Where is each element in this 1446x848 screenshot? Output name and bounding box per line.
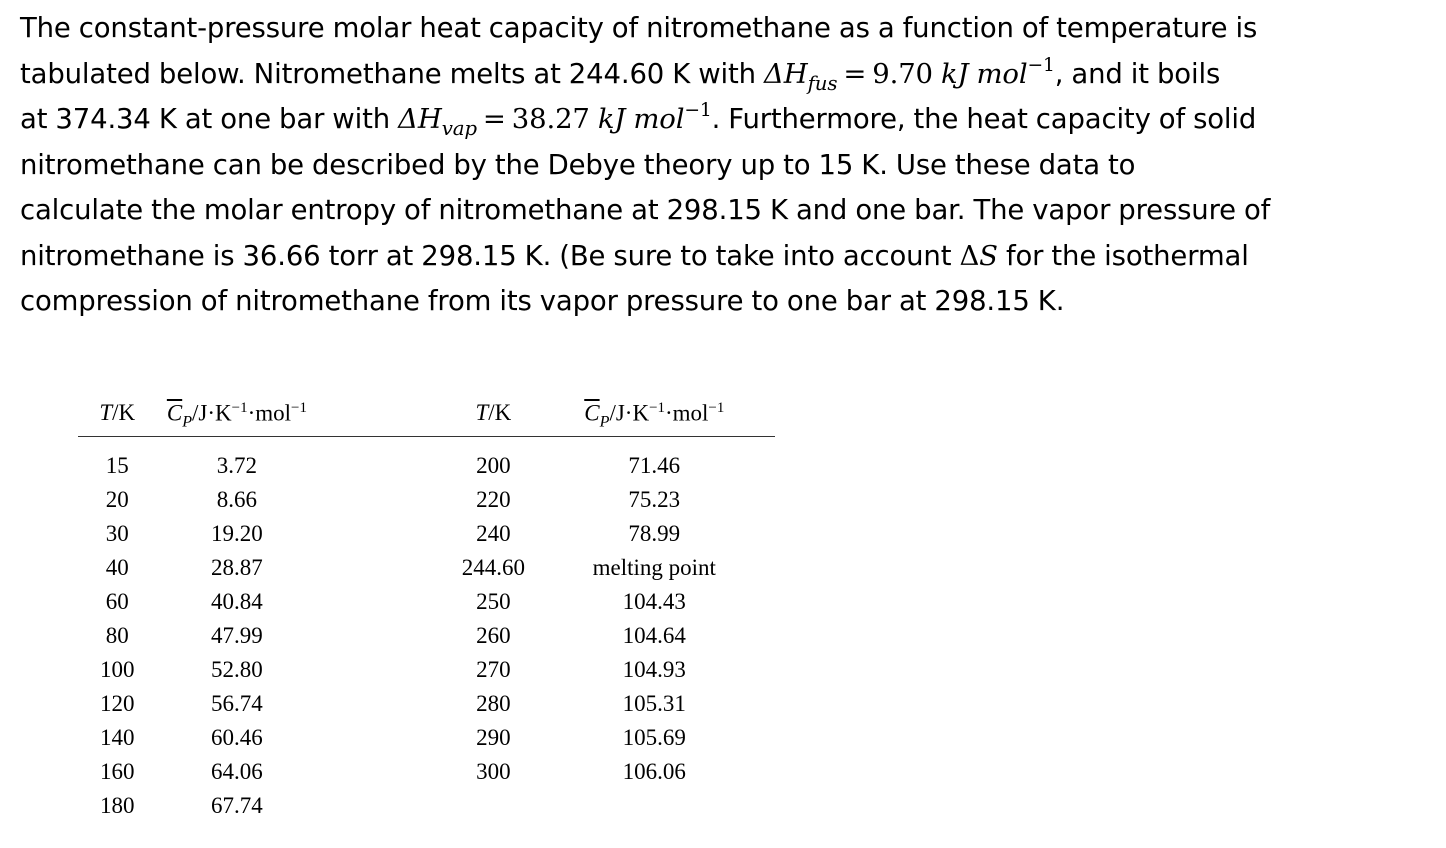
problem-line-7: compression of nitromethane from its vapor pressure to one bar at 298.15 K. [20,285,1065,317]
temperature-cell: 40 [105,555,129,580]
temperature-cell: 100 [99,657,135,682]
header-temperature: T/K [475,400,512,425]
temperature-cell: 180 [99,793,135,818]
temperature-cell: 260 [476,623,511,648]
header-heat-capacity: $\overline{C}_P/J\cdot K^{-1}\cdot mol^{-1}$ [584,400,725,431]
problem-line-1: The constant-pressure molar heat capacity of nitromethane as a function of temperature is [20,12,1258,44]
heat-capacity-table [78,400,778,823]
heat-capacity-cell: 106.06 [622,759,686,784]
table-row [78,789,775,823]
heat-capacity-cell: 78.99 [628,521,681,546]
heat-capacity-cell: 104.43 [622,589,686,614]
heat-capacity-cell: 71.46 [628,453,681,478]
table-row [78,721,775,755]
temperature-cell [453,789,533,823]
problem-text: nitromethane is 36.66 torr at 298.15 K. (Be sure to take into account [20,239,960,272]
table-row [78,517,775,551]
heat-capacity-cell: 3.72 [216,453,258,478]
heat-capacity-cell: 28.87 [211,555,263,580]
header-temperature: T/K [99,400,136,425]
entropy-change-symbol: ΔS [959,239,998,272]
equals-sign: = [482,103,506,135]
enthalpy-vaporization-symbol: $\Delta H_{vap}$ [398,103,477,140]
heat-capacity-cell: 19.20 [211,521,263,546]
temperature-cell: 300 [476,759,511,784]
temperature-cell: 280 [476,691,511,716]
enthalpy-vaporization-value: 38.27 kJ mol$^{-1}$ [511,99,712,135]
heat-capacity-cell: 64.06 [211,759,263,784]
table-row [78,755,775,789]
heat-capacity-cell: 40.84 [211,589,263,614]
equals-sign: = [843,57,867,90]
heat-capacity-cell: 105.69 [622,725,686,750]
header-heat-capacity: $\overline{C}_P/J\cdot K^{-1}\cdot mol^{-1}$ [166,400,307,431]
temperature-cell: 290 [476,725,511,750]
heat-capacity-cell: 47.99 [211,623,263,648]
temperature-cell: 240 [476,521,511,546]
problem-text: , and it boils [1054,57,1221,90]
temperature-cell: 120 [99,691,135,716]
temperature-cell: 30 [105,521,129,546]
data-table [78,400,775,823]
problem-text: for the isothermal [997,239,1249,272]
problem-line-5: calculate the molar entropy of nitromethane at 298.15 K and one bar. The vapor pressure of [20,194,1271,226]
temperature-cell: 140 [99,725,135,750]
temperature-cell: 20 [105,487,129,512]
temperature-cell: 15 [105,453,129,478]
table-row [78,619,775,653]
heat-capacity-cell: 56.74 [211,691,263,716]
problem-line-6 [20,234,1430,280]
enthalpy-fusion-value: 9.70 kJ mol$^{-1}$ [872,54,1055,90]
heat-capacity-cell: 8.66 [216,487,258,512]
table-row [78,585,775,619]
table-row [78,653,775,687]
heat-capacity-cell: 75.23 [628,487,681,512]
table-row [78,449,775,483]
heat-capacity-cell: 60.46 [211,725,263,750]
table-row [78,483,775,517]
table-body [78,437,775,824]
heat-capacity-cell: 104.93 [622,657,686,682]
heat-capacity-cell: 67.74 [211,793,263,818]
temperature-cell: 160 [99,759,135,784]
temperature-cell: 244.60 [461,555,525,580]
problem-line-3 [20,97,1430,143]
problem-line-2 [20,52,1430,98]
problem-line-4: nitromethane can be described by the Debye theory up to 15 K. Use these data to [20,148,1136,181]
temperature-cell: 80 [105,623,129,648]
enthalpy-fusion-symbol: $\Delta H_{fus}$ [764,57,838,95]
heat-capacity-cell: 52.80 [211,657,263,682]
problem-statement [20,6,1430,325]
problem-text: . Furthermore, the heat capacity of solid [711,103,1257,135]
heat-capacity-cell: 105.31 [622,691,686,716]
temperature-cell: 60 [105,589,129,614]
heat-capacity-cell: 104.64 [622,623,686,648]
table-header-row [78,400,775,437]
table-row [78,551,775,585]
temperature-cell: 200 [476,453,511,478]
heat-capacity-cell: melting point [592,555,716,580]
temperature-cell: 270 [476,657,511,682]
temperature-cell: 220 [476,487,511,512]
problem-text: tabulated below. Nitromethane melts at 244.60 K with [20,57,765,90]
problem-text: at 374.34 K at one bar with [20,103,399,135]
table-row [78,687,775,721]
heat-capacity-cell [534,789,775,823]
temperature-cell: 250 [476,589,511,614]
